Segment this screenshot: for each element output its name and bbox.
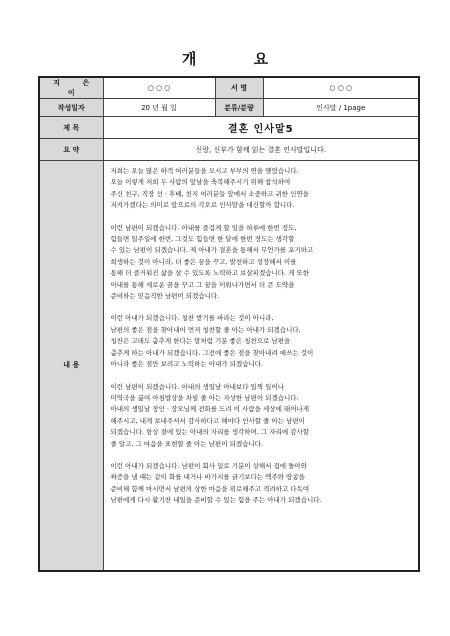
author-label: 지 은 이	[39, 77, 103, 99]
content-line: 준비하는 믿음직한 남편이 되겠습니다.	[110, 292, 220, 301]
signature-label: 서 명	[215, 77, 263, 99]
content-line: 미역국을 끓여 아침밥상을 차릴 줄 아는 자상한 남편이 되겠습니다.	[110, 393, 299, 402]
content-line: 줄 알고, 그 마음을 표현할 줄 아는 남편이 되겠습니다.	[110, 439, 264, 448]
subject-label: 제 목	[39, 117, 103, 139]
author-value: ○ ○ ○	[103, 77, 215, 99]
content-line: 해주시고, 내게 보내주셔서 감사하다고 해마다 인사할 줄 아는 남편이	[110, 416, 305, 425]
content-line: 통해 더 즐거워진 삶을 살 수 있도록 노력하고 보살피겠습니다. 게 또한	[110, 269, 310, 278]
content-line: 힘들면 일주일에 한번, 그것도 힘들면 한 달에 한번 정도는 생각할	[110, 235, 295, 244]
content-line: 이런 남편이 되겠습니다. 아내를 즐겁게 할 일을 하루에 한번 정도,	[110, 223, 297, 232]
content-line: 준비해 함께 마시면서 남편의 상한 마음을 위로해주고 격려하고 다독여	[110, 484, 310, 493]
content-line: 이런 아내가 되겠습니다. 남편이 회사 일로 기분이 상해서 집에 돌아와	[110, 461, 307, 470]
content-line: 남편에게 다시 활기찬 내일을 준비할 수 있는 힘을 주는 아내가 되겠습니다.	[110, 496, 322, 505]
summary-label: 요 약	[39, 139, 103, 161]
content-line: 칭찬은 고래도 춤추게 한다는 말처럼 기분 좋은 칭찬으로 남편을	[110, 337, 291, 346]
info-table	[38, 76, 420, 572]
content-line: 오늘 이렇게 저희 두 사람의 앞날을 축복해주시기 위해 참석하여	[110, 178, 291, 187]
summary-value: 신랑, 신부가 함께 읽는 결혼 인사말입니다.	[103, 139, 419, 161]
content-line: 이런 남편이 되겠습니다. 아내의 생일날 아내보다 일찍 일어나	[110, 382, 285, 391]
content-line: 아니라 좋은 점만 보려고 노력하는 아내가 되겠습니다.	[110, 360, 264, 369]
content-line: 저희는 오늘 많은 하객 여러분들을 모시고 부부의 연을 맺었습니다.	[110, 167, 299, 175]
content-paragraph	[111, 223, 414, 303]
content-line: 주신 친구, 직장 선 · 후배, 친지 여러분들 앞에서 소중하고 귀한 인연을	[110, 189, 309, 198]
content-line: 아내의 생일날 장인 · 장모님께 전화를 드려 이 사람을 세상에 태어나게	[110, 405, 310, 414]
category-label: 분류/분량	[215, 99, 263, 117]
date-label: 작성일자	[39, 99, 103, 117]
content-label: 내 용	[39, 161, 103, 571]
date-value: 20 년 월 일	[103, 99, 215, 117]
content-paragraph	[111, 313, 414, 370]
category-value: 인사말 / 1page	[263, 99, 419, 117]
content-line: 희생하는 것이 아니라, 더 좋은 꿈을 꾸고, 발전하고 성장해서 이를	[110, 257, 297, 266]
document-title: 개 요	[181, 50, 295, 68]
content-paragraph	[111, 382, 414, 450]
subject-value: 결혼 인사말5	[103, 117, 419, 139]
content-line: 되겠습니다. 항상 곁에 있는 아내의 자리를 생각하며, 그 자리에 감사할	[110, 428, 310, 437]
signature-value: ○ ○ ○	[263, 77, 419, 99]
content-line: 이런 아내가 되겠습니다. 칭찬 받기를 바라는 것이 아니라,	[110, 314, 274, 323]
content-line: 지켜가겠다는 의미로 앞으로의 각오로 인사말을 대신할까 합니다.	[110, 201, 295, 210]
content-paragraph	[111, 166, 414, 212]
content-line: 남편의 좋은 점을 찾아내어 먼저 칭찬할 줄 아는 아내가 되겠습니다.	[110, 325, 301, 334]
content-line: 아내를 통해 새로운 꿈을 꾸고 그 꿈을 이뤄나가면서 더 큰 도약을	[110, 280, 295, 289]
content-line: 수 있는 남편이 되겠습니다. 제 아내가 결혼을 통해서 무언가를 포기하고	[110, 246, 314, 255]
content-body	[103, 161, 419, 571]
content-line: 춤추게 하는 아내가 되겠습니다. 그전에 좋은 점을 찾아내려 애쓰는 것이	[110, 348, 314, 357]
content-paragraphs	[111, 166, 414, 507]
content-line: 짜증을 낼 때는 같이 화를 내거나 바가지를 긁기보다는 맥주와 땅콩을	[110, 473, 305, 482]
content-paragraph	[111, 461, 414, 507]
